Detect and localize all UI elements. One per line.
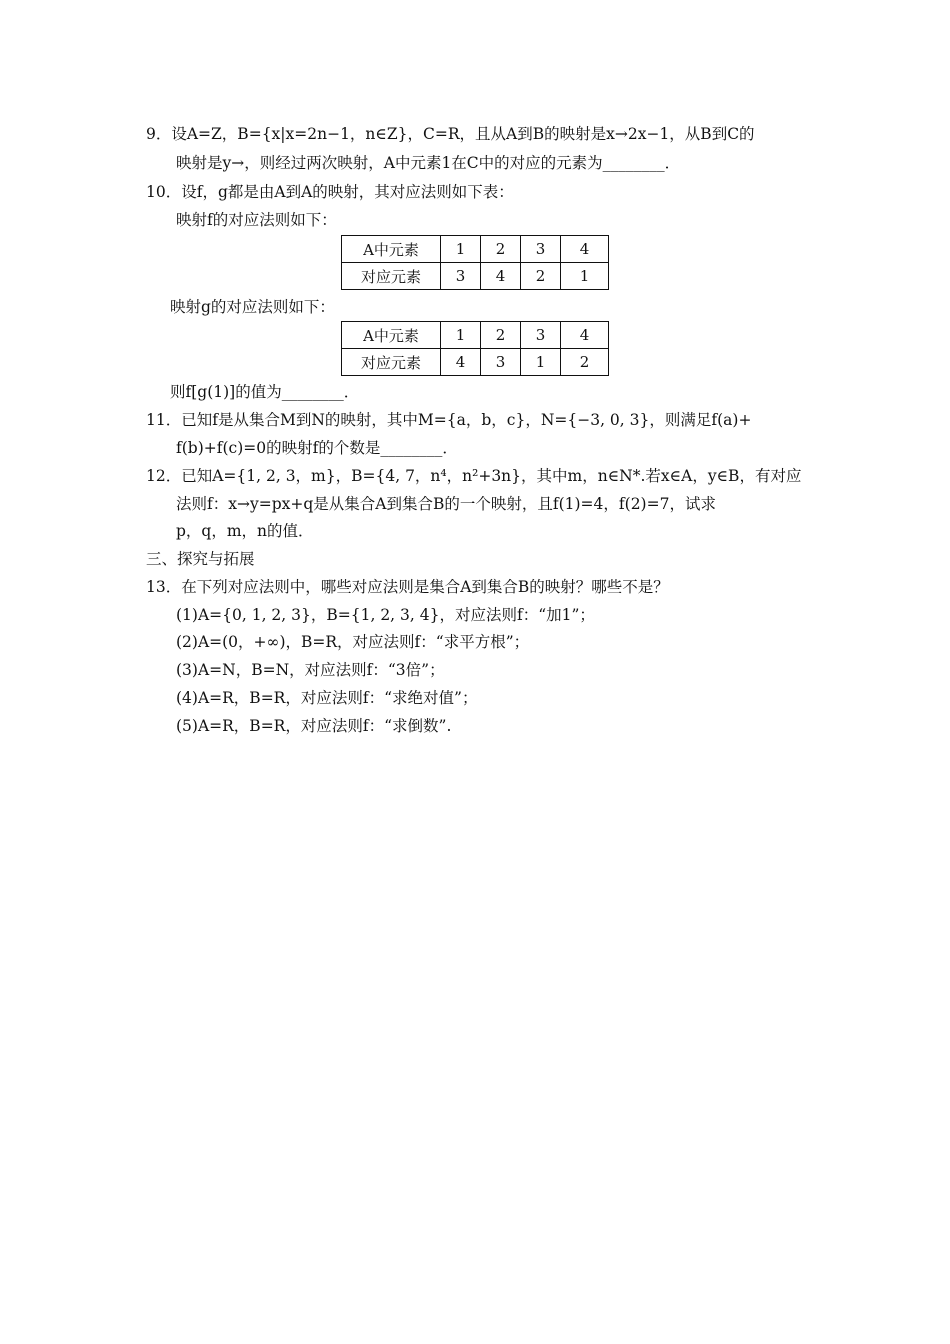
question-9-line-2: 映射是y→，则经过两次映射，A中元素1在C中的对应的元素为________．: [176, 154, 681, 172]
question-12-line-2: 法则f：x→y=px+q是从集合A到集合B的一个映射，且f(1)=4，f(2)=7，试求: [176, 495, 716, 513]
question-12-line-1: 12．已知A={1, 2, 3，m}，B={4, 7，n⁴，n²+3n}，其中m，n∈N*.若x∈A，y∈B，有对应: [146, 467, 802, 485]
table-cell: 1: [441, 236, 481, 263]
question-13-item-5: (5)A=R，B=R，对应法则f：“求倒数”.: [176, 717, 452, 735]
question-10-mapping-f-caption: 映射f的对应法则如下：: [176, 211, 337, 229]
table-cell: 2: [561, 349, 609, 376]
table-cell: 4: [561, 322, 609, 349]
mapping-g-table: [341, 321, 609, 376]
question-11-line-1: 11．已知f是从集合M到N的映射，其中M={a，b，c}，N={−3, 0, 3}，则满足f(a)+: [146, 411, 752, 429]
table-row: [342, 236, 609, 263]
table-cell: 2: [521, 263, 561, 290]
table-cell: 3: [521, 322, 561, 349]
table-cell: 3: [521, 236, 561, 263]
question-12-line-3: p，q，m，n的值．: [176, 522, 314, 540]
table-row: [342, 263, 609, 290]
table-cell: 4: [441, 349, 481, 376]
table-header-cell: A中元素: [342, 322, 441, 349]
question-10-line-1: 10．设f，g都是由A到A的映射，其对应法则如下表：: [146, 183, 514, 201]
table-cell: 1: [521, 349, 561, 376]
mapping-f-table: [341, 235, 609, 290]
table-cell: 2: [481, 322, 521, 349]
table-header-cell: 对应元素: [342, 263, 441, 290]
table-cell: 1: [441, 322, 481, 349]
table-cell: 4: [481, 263, 521, 290]
question-13-item-4: (4)A=R，B=R，对应法则f：“求绝对值”；: [176, 689, 478, 707]
question-13-item-1: (1)A={0, 1, 2, 3}，B={1, 2, 3, 4}，对应法则f：“加1”；: [176, 606, 595, 624]
question-9-line-1: 9．设A=Z，B={x|x=2n−1，n∈Z}，C=R，且从A到B的映射是x→2x−1，从B到C的: [146, 125, 755, 143]
section-heading: 三、探究与拓展: [146, 550, 255, 568]
question-13-line-1: 13．在下列对应法则中，哪些对应法则是集合A到集合B的映射？哪些不是？: [146, 578, 669, 596]
question-10-mapping-g-caption: 映射g的对应法则如下：: [170, 298, 335, 316]
table-header-cell: A中元素: [342, 236, 441, 263]
table-header-cell: 对应元素: [342, 349, 441, 376]
table-cell: 3: [441, 263, 481, 290]
table-row: [342, 322, 609, 349]
question-13-item-3: (3)A=N，B=N，对应法则f：“3倍”；: [176, 661, 445, 679]
table-cell: 3: [481, 349, 521, 376]
table-cell: 4: [561, 236, 609, 263]
question-13-item-2: (2)A=(0，+∞)，B=R，对应法则f：“求平方根”；: [176, 633, 530, 651]
table-cell: 1: [561, 263, 609, 290]
table-row: [342, 349, 609, 376]
table-cell: 2: [481, 236, 521, 263]
question-10-line-last: 则f[g(1)]的值为________．: [170, 383, 360, 401]
question-11-line-2: f(b)+f(c)=0的映射f的个数是________．: [176, 439, 458, 457]
